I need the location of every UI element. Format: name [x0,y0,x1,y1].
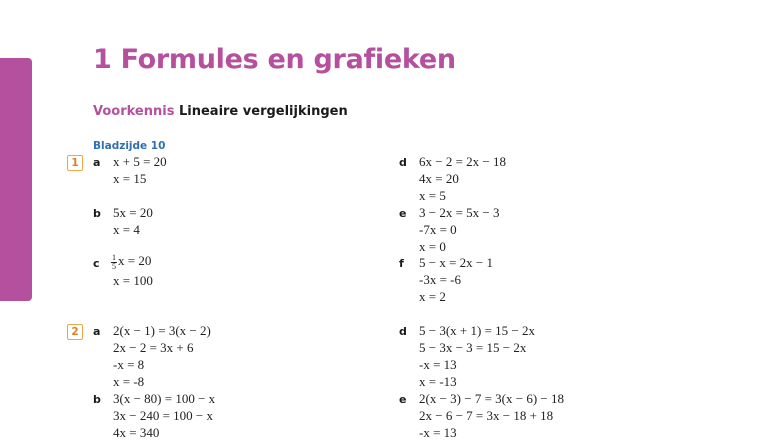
q1d-line-3: x = 5 [419,188,446,203]
chapter-title: 1 Formules en grafieken [93,44,456,75]
question-number-2: 2 [67,324,83,340]
q1e-line-1: 3 − 2x = 5x − 3 [419,205,500,220]
q2e-label: e [399,393,407,406]
q1b-line-2: x = 4 [113,222,140,237]
q1d-label: d [399,156,407,169]
q1f-label: f [399,257,404,270]
q1c-label: c [93,257,100,270]
q1d-line-1: 6x − 2 = 2x − 18 [419,154,506,169]
q1c-fraction [111,254,117,271]
q2e-line-3: -x = 13 [419,425,457,440]
q2b-line-2: 3x − 240 = 100 − x [113,408,213,423]
q2d-line-1: 5 − 3(x + 1) = 15 − 2x [419,323,535,338]
q2a-line-1: 2(x − 1) = 3(x − 2) [113,323,211,338]
q1f-line-2: -3x = -6 [419,272,461,287]
q2b-label: b [93,393,101,406]
q1e-label: e [399,207,407,220]
q2a-label: a [93,325,101,338]
q2b-line-3: 4x = 340 [113,425,160,440]
q1a-line-1: x + 5 = 20 [113,154,167,169]
q1d-line-2: 4x = 20 [419,171,459,186]
question-number-1: 1 [67,155,83,171]
q1c-frac-num: 1 [112,252,116,262]
q2a-line-4: x = -8 [113,374,145,389]
q1e-line-2: -7x = 0 [419,222,457,237]
q1c-line-2: x = 100 [113,273,153,288]
page-reference: Bladzijde 10 [93,140,166,152]
q2d-line-3: -x = 13 [419,357,457,372]
q1a-line-2: x = 15 [113,171,147,186]
q1b-label: b [93,207,101,220]
q1f-line-3: x = 2 [419,289,446,304]
q2e-line-1: 2(x − 3) − 7 = 3(x − 6) − 18 [419,391,564,406]
q1c-line-1 [111,253,151,271]
chapter-tab-marker [0,58,32,301]
q1a-label: a [93,156,101,169]
q2b-line-1: 3(x − 80) = 100 − x [113,391,216,406]
q2e-line-2: 2x − 6 − 7 = 3x − 18 + 18 [419,408,554,423]
q2d-label: d [399,325,407,338]
q1b-line-1: 5x = 20 [113,205,153,220]
q2a-line-2: 2x − 2 = 3x + 6 [113,340,194,355]
subtitle-accent: Voorkennis [93,104,175,119]
q1c-eq: x = 20 [118,253,152,268]
q2d-line-2: 5 − 3x − 3 = 15 − 2x [419,340,527,355]
q2d-line-4: x = -13 [419,374,457,389]
q2a-line-3: -x = 8 [113,357,145,372]
q1c-frac-den: 5 [112,261,116,271]
subtitle-rest: Lineaire vergelijkingen [178,104,348,119]
q1e-line-3: x = 0 [419,239,446,254]
section-subtitle [93,104,348,119]
q1f-line-1: 5 − x = 2x − 1 [419,255,493,270]
